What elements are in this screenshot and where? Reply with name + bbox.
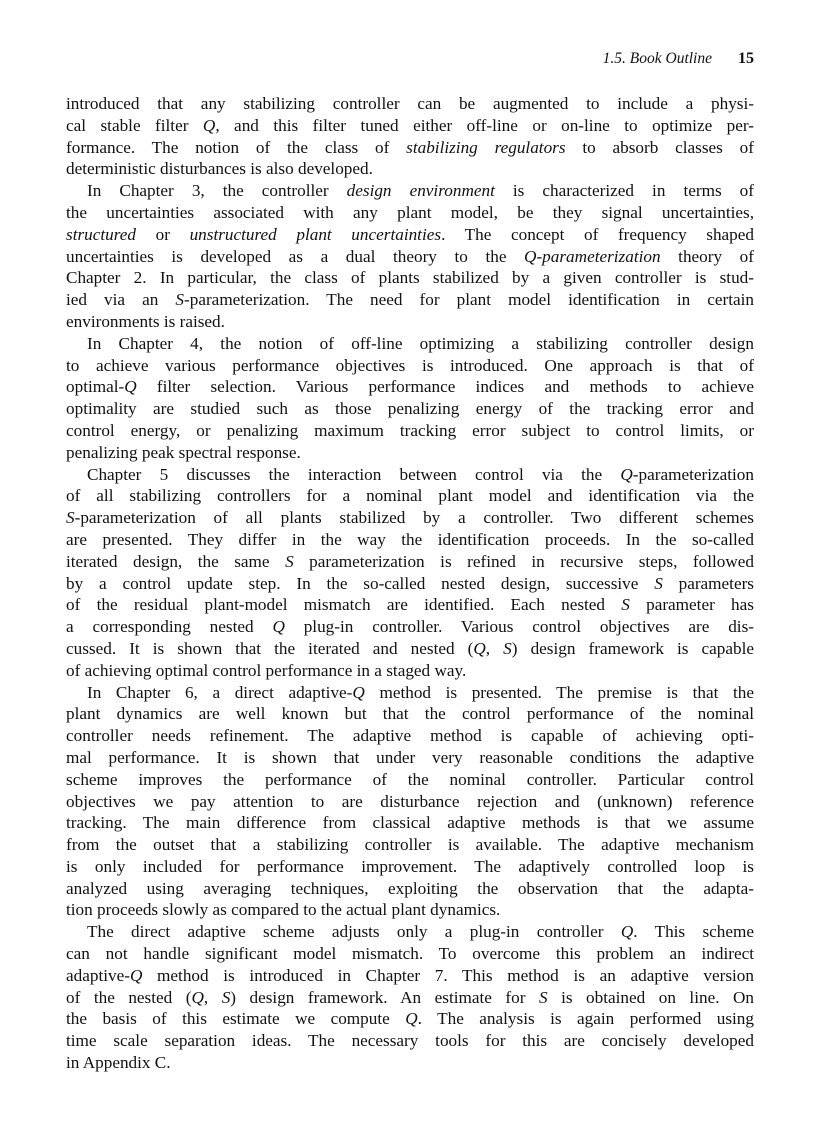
text-run: penalizing peak spectral response. — [66, 442, 301, 462]
text-run: filter selection. Various performance indices and methods to achieve — [136, 377, 754, 397]
text-line — [66, 246, 754, 268]
italic-text: Q — [473, 638, 486, 658]
text-line — [66, 660, 754, 682]
text-run: can not handle significant model mismatch. To overcome this problem an indirect — [66, 944, 754, 964]
italic-text: S — [66, 508, 75, 528]
text-run: method is introduced in Chapter 7. This method is an adaptive version — [142, 965, 754, 985]
text-run: objectives we pay attention to are disturbance rejection and (unknown) reference — [66, 791, 754, 811]
text-line — [66, 93, 754, 115]
text-line — [66, 485, 754, 507]
text-run: the basis of this estimate we compute — [66, 1009, 406, 1029]
text-run: cussed. It is shown that the iterated and nested ( — [66, 638, 474, 658]
text-run: optimality are studied such as those penalizing energy of the tracking error and — [66, 399, 754, 419]
text-run: adaptive- — [66, 965, 130, 985]
text-run: , and this filter tuned either off-line or on-line to optimize per- — [215, 115, 754, 135]
text-run: to absorb classes of — [565, 137, 754, 157]
text-run: plant dynamics are well known but that the control performance of the nominal — [66, 704, 754, 724]
text-line — [66, 420, 754, 442]
paragraph — [66, 464, 754, 682]
text-run: method is presented. The premise is that the — [364, 682, 754, 702]
text-line — [66, 747, 754, 769]
text-line — [66, 878, 754, 900]
text-line — [66, 791, 754, 813]
text-run: in Appendix C. — [66, 1053, 171, 1073]
text-run: scheme improves the performance of the nominal controller. Particular control — [66, 769, 754, 789]
text-line — [66, 311, 754, 333]
section-title: 1.5. Book Outline — [602, 50, 712, 67]
text-run: a corresponding nested — [66, 617, 273, 637]
text-run: -parameterization of all plants stabilized by a controller. Two different schemes — [74, 508, 754, 528]
text-line — [66, 921, 754, 943]
text-line — [66, 856, 754, 878]
text-run: time scale separation ideas. The necessary tools for this are concisely developed — [66, 1031, 754, 1051]
text-line — [66, 224, 754, 246]
paragraph — [66, 180, 754, 333]
paragraph — [66, 333, 754, 464]
text-line — [66, 594, 754, 616]
italic-text: S — [654, 573, 663, 593]
text-run: is obtained on line. On — [547, 987, 755, 1007]
text-run: environments is raised. — [66, 311, 225, 331]
text-run: analyzed using averaging techniques, exploiting the observation that the adapta- — [66, 878, 754, 898]
italic-text: S — [503, 638, 512, 658]
text-run: optimal- — [66, 377, 125, 397]
italic-text: Q — [352, 682, 365, 702]
italic-text: S — [538, 987, 548, 1007]
text-run: iterated design, the same — [66, 551, 286, 571]
text-run: from the outset that a stabilizing controller is available. The adaptive mechanism — [66, 835, 754, 855]
text-line — [66, 289, 754, 311]
text-run: of achieving optimal control performance in a staged way. — [66, 660, 467, 680]
text-run: the uncertainties associated with any plant model, be they signal uncertainties, — [66, 202, 754, 222]
text-line — [66, 899, 754, 921]
text-run: . This scheme — [633, 922, 754, 942]
paragraph — [66, 921, 754, 1074]
italic-text: Q — [191, 987, 204, 1007]
text-run: parameter has — [629, 595, 754, 615]
text-run: The direct adaptive scheme adjusts only a plug-in controller — [87, 922, 621, 942]
text-run: In Chapter 6, a direct adaptive- — [87, 682, 353, 702]
text-run: mal performance. It is shown that under very reasonable conditions the adaptive — [66, 747, 754, 767]
text-line — [66, 551, 754, 573]
text-run: ) design framework is capable — [511, 638, 754, 658]
text-run: , — [203, 987, 222, 1007]
text-run: is only included for performance improvement. The adaptively controlled loop is — [66, 856, 754, 876]
italic-text: S — [221, 987, 231, 1007]
text-line — [66, 965, 754, 987]
text-run: formance. The notion of the class of — [66, 137, 407, 157]
text-line — [66, 158, 754, 180]
italic-text: Q — [129, 965, 143, 985]
text-line — [66, 987, 754, 1009]
italic-text: Q — [405, 1009, 418, 1029]
text-line — [66, 1052, 754, 1074]
text-line — [66, 638, 754, 660]
text-line — [66, 703, 754, 725]
italic-text: Q — [124, 377, 137, 397]
text-run: uncertainties is developed as a dual theory to the — [66, 246, 525, 266]
text-line — [66, 202, 754, 224]
text-line — [66, 812, 754, 834]
paragraph — [66, 682, 754, 922]
text-line — [66, 333, 754, 355]
italic-text: S — [175, 290, 185, 310]
text-line — [66, 682, 754, 704]
italic-text: Q — [620, 922, 634, 942]
text-line — [66, 115, 754, 137]
text-run: In Chapter 4, the notion of off-line optimizing a stabilizing controller design — [87, 333, 754, 353]
text-run: of the residual plant-model mismatch are identified. Each nested — [66, 595, 622, 615]
text-run: ied via an — [66, 290, 176, 310]
page-number: 15 — [738, 50, 754, 67]
text-line — [66, 464, 754, 486]
text-line — [66, 725, 754, 747]
italic-text: Q — [272, 617, 285, 637]
italic-text: design environment — [346, 181, 495, 201]
text-run: or — [136, 224, 190, 244]
text-run: . The concept of frequency shaped — [441, 224, 754, 244]
text-run: introduced that any stabilizing controller can be augmented to include a physi- — [66, 94, 754, 113]
text-run: of all stabilizing controllers for a nominal plant model and identification via the — [66, 486, 754, 506]
italic-text: Q — [202, 115, 216, 135]
text-run: are presented. They differ in the way the identification proceeds. In the so-called — [66, 529, 754, 549]
text-run: Chapter 2. In particular, the class of plants stabilized by a given controller is stud- — [66, 268, 754, 288]
text-line — [66, 376, 754, 398]
text-line — [66, 573, 754, 595]
text-run: by a control update step. In the so-called nested design, successive — [66, 573, 655, 593]
text-line — [66, 355, 754, 377]
italic-text: stabilizing regulators — [406, 137, 566, 157]
text-run: parameterization is refined in recursive steps, followed — [293, 551, 754, 571]
text-run: cal stable filter — [66, 115, 203, 135]
text-run: parameters — [662, 573, 754, 593]
running-header — [66, 50, 754, 72]
text-line — [66, 834, 754, 856]
text-line — [66, 507, 754, 529]
text-run: , — [485, 638, 504, 658]
paragraph — [66, 93, 754, 180]
text-line — [66, 943, 754, 965]
text-run: deterministic disturbances is also developed. — [66, 159, 373, 179]
text-run: tracking. The main difference from classical adaptive methods is that we assume — [66, 813, 754, 833]
text-line — [66, 769, 754, 791]
italic-text: unstructured plant uncertainties — [189, 224, 442, 244]
text-run: In Chapter 3, the controller — [87, 181, 347, 201]
text-run: ) design framework. An estimate for — [230, 987, 539, 1007]
text-line — [66, 1030, 754, 1052]
text-line — [66, 616, 754, 638]
text-run: Chapter 5 discusses the interaction between control via the — [87, 464, 621, 484]
body-text — [66, 93, 754, 1074]
text-line — [66, 1008, 754, 1030]
italic-text: S — [621, 595, 630, 615]
italic-text: S — [285, 551, 294, 571]
italic-text: Q-parameterization — [524, 246, 661, 266]
text-line — [66, 398, 754, 420]
text-run: to achieve various performance objectives is introduced. One approach is that of — [66, 355, 754, 375]
text-run: -parameterization. The need for plant model identification in certain — [184, 290, 754, 310]
text-run: tion proceeds slowly as compared to the actual plant dynamics. — [66, 900, 501, 920]
text-line — [66, 180, 754, 202]
text-run: controller needs refinement. The adaptive method is capable of achieving opti- — [66, 726, 754, 746]
text-line — [66, 137, 754, 159]
text-line — [66, 267, 754, 289]
italic-text: structured — [66, 224, 137, 244]
italic-text: Q — [620, 464, 633, 484]
text-line — [66, 529, 754, 551]
text-run: plug-in controller. Various control objectives are dis- — [284, 617, 754, 637]
text-run: . The analysis is again performed using — [417, 1009, 754, 1029]
text-run: of the nested ( — [66, 987, 192, 1007]
text-run: -parameterization — [632, 464, 754, 484]
text-run: control energy, or penalizing maximum tracking error subject to control limits, or — [66, 420, 754, 440]
text-run: is characterized in terms of — [494, 181, 755, 201]
text-line — [66, 442, 754, 464]
text-run: theory of — [660, 246, 755, 266]
